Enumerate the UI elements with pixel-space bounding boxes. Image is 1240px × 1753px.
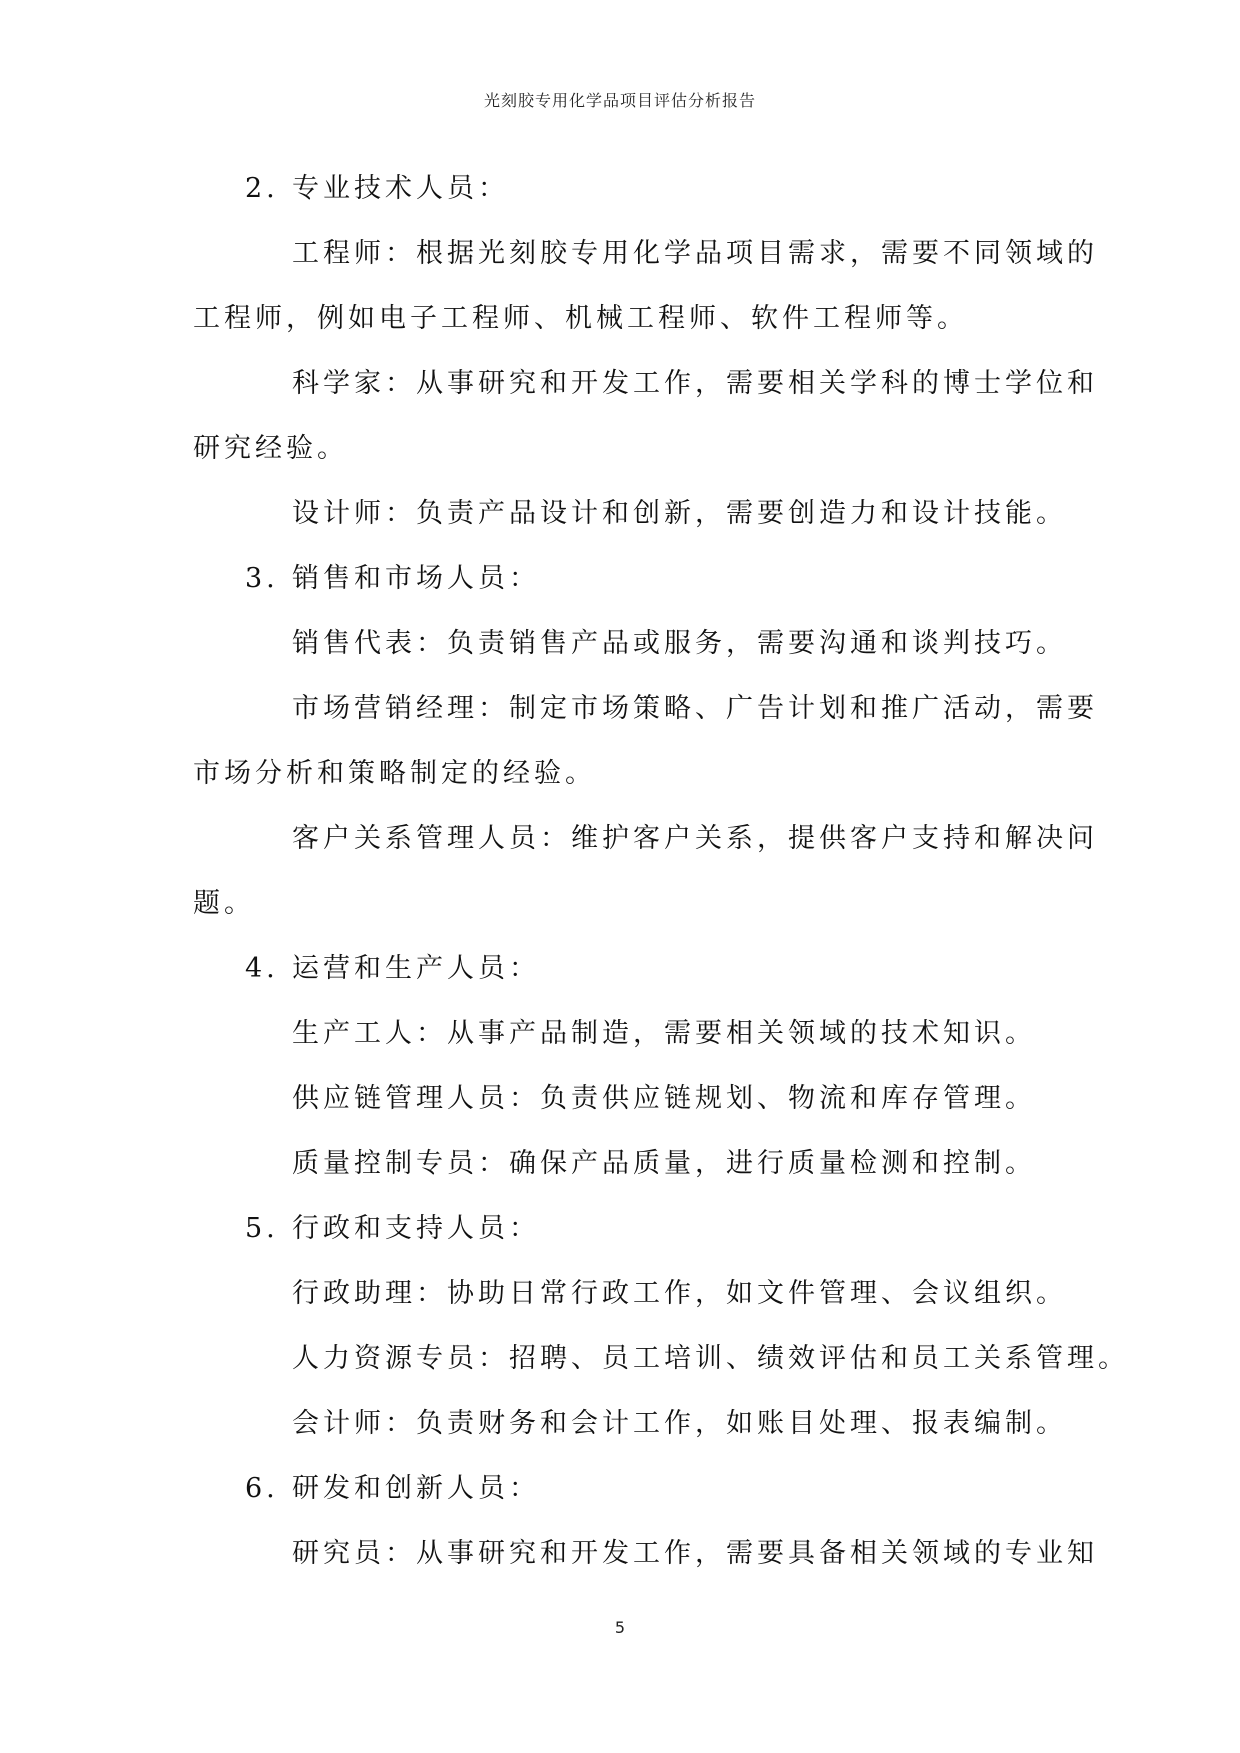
section-heading-4 xyxy=(193,936,1073,1001)
section-number: 4. xyxy=(245,953,279,984)
paragraph-line: 销售代表：负责销售产品或服务，需要沟通和谈判技巧。 xyxy=(292,628,1067,659)
section-title: 运营和生产人员： xyxy=(292,953,540,984)
paragraph-line: 科学家：从事研究和开发工作，需要相关学科的博士学位和 xyxy=(292,368,1098,399)
paragraph-line: 生产工人：从事产品制造，需要相关领域的技术知识。 xyxy=(292,1018,1036,1049)
paragraph-line: 市场营销经理：制定市场策略、广告计划和推广活动，需要 xyxy=(292,693,1098,724)
paragraph-line: 会计师：负责财务和会计工作，如账目处理、报表编制。 xyxy=(292,1408,1067,1439)
paragraph-line: 设计师：负责产品设计和创新，需要创造力和设计技能。 xyxy=(292,498,1067,529)
paragraph-line: 市场分析和策略制定的经验。 xyxy=(193,758,596,789)
paragraph-line: 题。 xyxy=(193,888,255,919)
paragraph-line: 供应链管理人员：负责供应链规划、物流和库存管理。 xyxy=(292,1083,1036,1114)
section-title: 专业技术人员： xyxy=(292,173,509,204)
section-title: 行政和支持人员： xyxy=(292,1213,540,1244)
section-number: 3. xyxy=(245,563,279,594)
running-header: 光刻胶专用化学品项目评估分析报告 xyxy=(483,91,756,110)
section-number: 6. xyxy=(245,1473,279,1504)
paragraph-line: 工程师，例如电子工程师、机械工程师、软件工程师等。 xyxy=(193,303,968,334)
section-title: 研发和创新人员： xyxy=(292,1473,540,1504)
section-number: 2. xyxy=(245,173,279,204)
paragraph-line: 行政助理：协助日常行政工作，如文件管理、会议组织。 xyxy=(292,1278,1067,1309)
paragraph-line: 工程师：根据光刻胶专用化学品项目需求，需要不同领域的 xyxy=(292,238,1098,269)
paragraph-line: 研究员：从事研究和开发工作，需要具备相关领域的专业知 xyxy=(292,1538,1098,1569)
section-number: 5. xyxy=(245,1213,279,1244)
body-text xyxy=(193,156,1129,1586)
paragraph-line: 研究经验。 xyxy=(193,433,348,464)
page-number: 5 xyxy=(614,1618,626,1637)
section-title: 销售和市场人员： xyxy=(292,563,540,594)
paragraph-line: 客户关系管理人员：维护客户关系，提供客户支持和解决问 xyxy=(292,823,1098,854)
section-heading-3 xyxy=(193,546,1073,611)
paragraph-line: 质量控制专员：确保产品质量，进行质量检测和控制。 xyxy=(292,1148,1036,1179)
section-heading-6 xyxy=(193,1456,1073,1521)
section-heading-2 xyxy=(193,156,1073,221)
paragraph-line: 人力资源专员：招聘、员工培训、绩效评估和员工关系管理。 xyxy=(292,1343,1129,1374)
section-heading-5 xyxy=(193,1196,1073,1261)
